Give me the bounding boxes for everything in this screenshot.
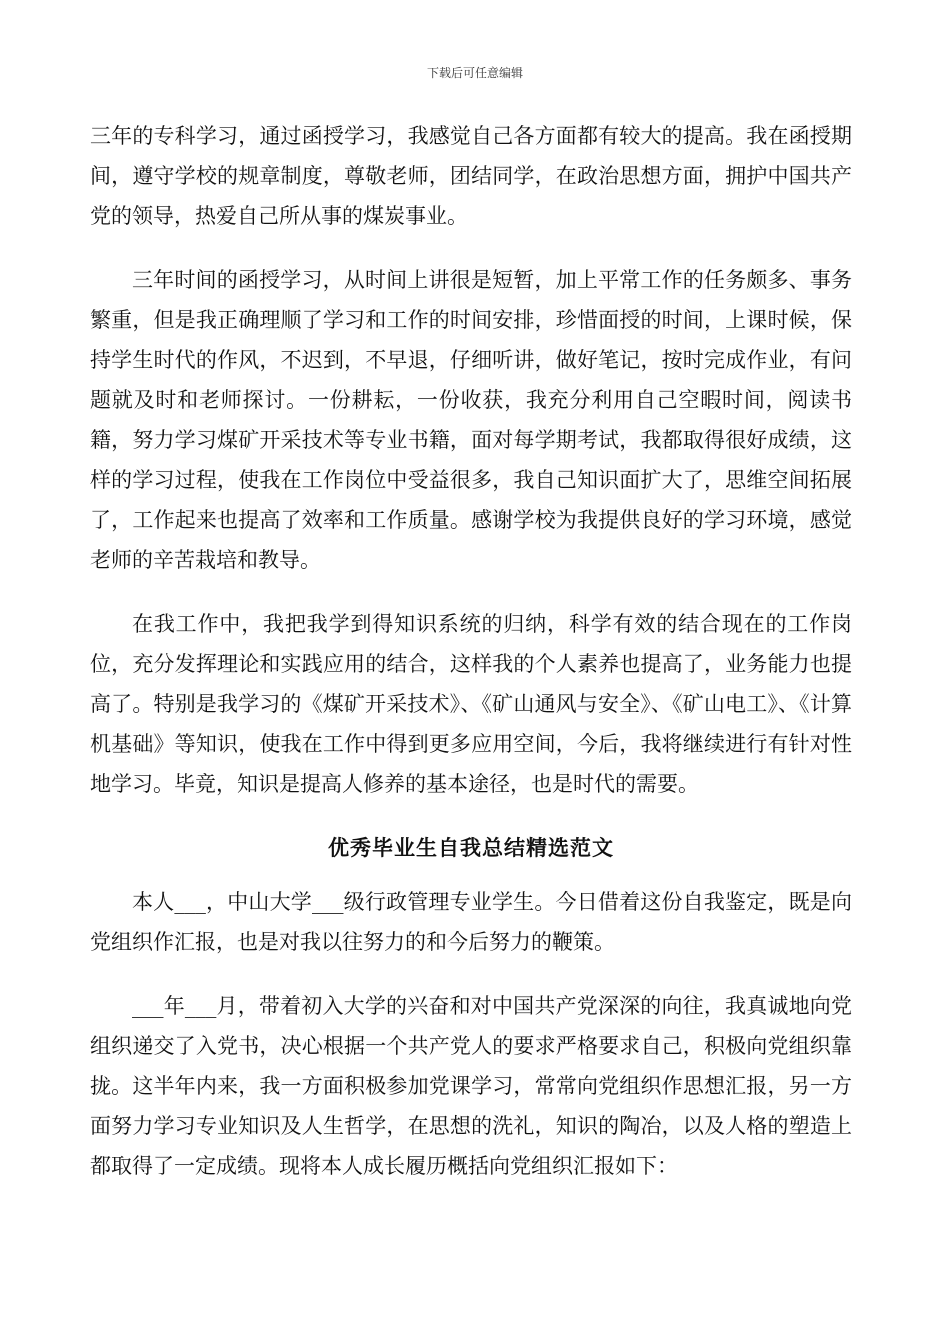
page-header: 下载后可任意编辑 <box>426 66 523 80</box>
paragraph-study-time: 三年时间的函授学习，从时间上讲很是短暂，加上平常工作的任务颇多、事务繁重，但是我正确理顺了学习和工作的时间安排，珍惜面授的时间，上课时候，保持学生时代的作风，不迟到，不早退，仔细听讲，做好笔记，按时完成作业，有问题就及时和老师探讨。一份耕耘，一份收获，我充分利用自己空暇时间，阅读书籍，努力学习煤矿开采技术等专业书籍，面对每学期考试，我都取得很好成绩，这样的学习过程，使我在工作岗位中受益很多，我自己知识面扩大了，思维空间拓展了，工作起来也提高了效率和工作质量。感谢学校为我提供良好的学习环境，感觉老师的辛苦栽培和教导。 <box>90 268 852 572</box>
paragraph-study-summary: 三年的专科学习，通过函授学习，我感觉自己各方面都有较大的提高。我在函授期间，遵守学校的规章制度，尊敬老师，团结同学，在政治思想方面，拥护中国共产党的领导，热爱自己所从事的煤炭事业。 <box>90 124 852 228</box>
document-body <box>90 116 852 1210</box>
section-title: 优秀毕业生自我总结精选范文 <box>328 835 614 860</box>
paragraph-work-application: 在我工作中，我把我学到得知识系统的归纳，科学有效的结合现在的工作岗位，充分发挥理论和实践应用的结合，这样我的个人素养也提高了，业务能力也提高了。特别是我学习的《煤矿开采技术》、《矿山通风与安全》、《矿山电工》、《计算机基础》等知识，使我在工作中得到更多应用空间，今后，我将继续进行有针对性地学习。毕竟，知识是提高人修养的基本途径，也是时代的需要。 <box>90 612 852 796</box>
paragraph-self-intro: 本人___，中山大学___级行政管理专业学生。今日借着这份自我鉴定，既是向党组织作汇报，也是对我以往努力的和今后努力的鞭策。 <box>90 890 852 954</box>
paragraph-party-application: ___年___月，带着初入大学的兴奋和对中国共产党深深的向往，我真诚地向党组织递交了入党书，决心根据一个共产党人的要求严格要求自己，积极向党组织靠拢。这半年内来，我一方面积极参加党课学习，常常向党组织作思想汇报，另一方面努力学习专业知识及人生哲学，在思想的洗礼，知识的陶冶，以及人格的塑造上都取得了一定成绩。现将本人成长履历概括向党组织汇报如下： <box>90 994 852 1178</box>
